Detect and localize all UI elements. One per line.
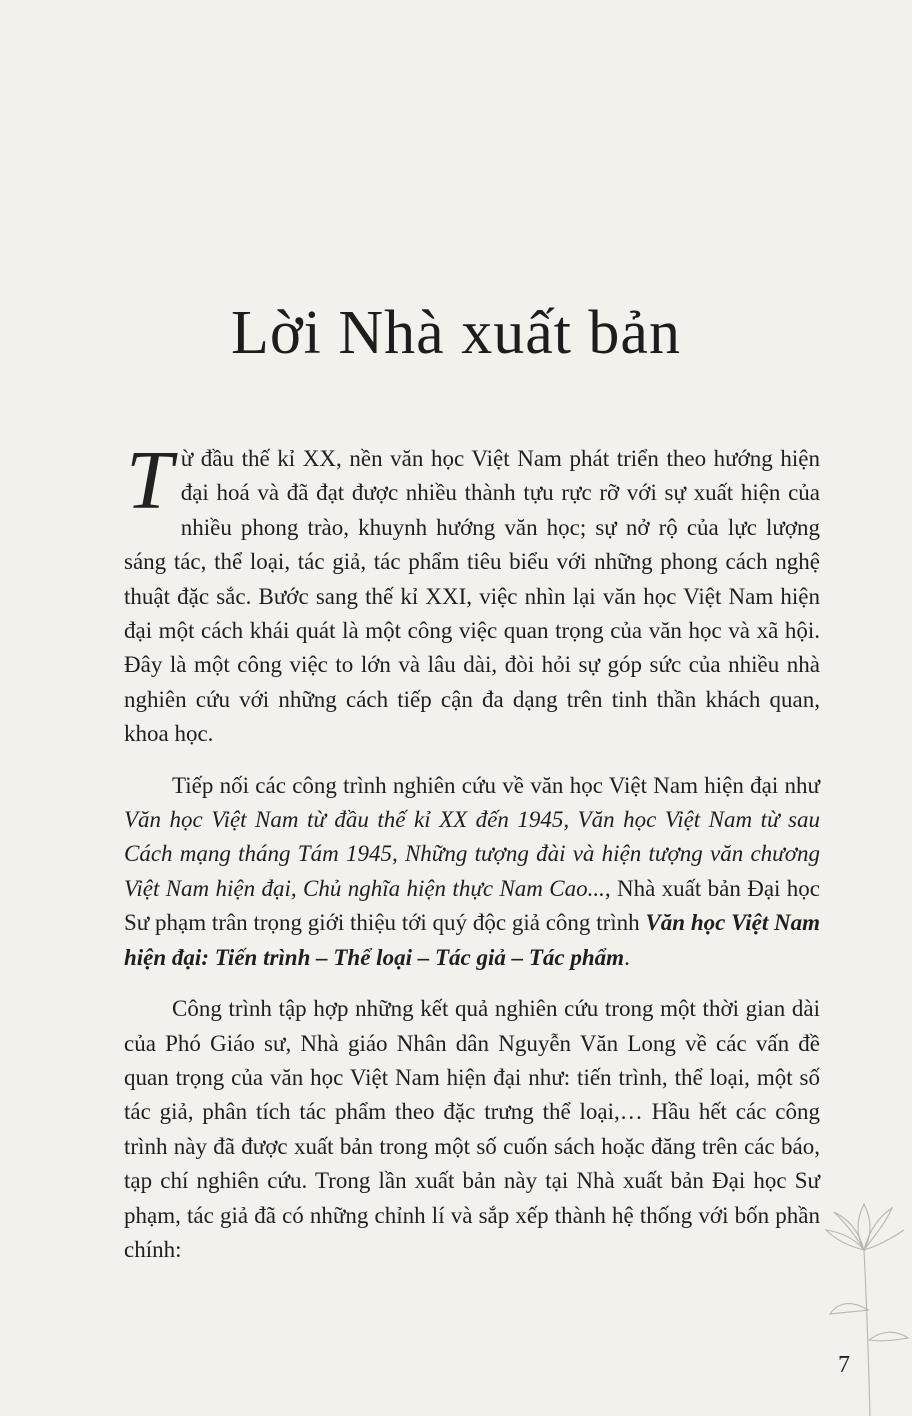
paragraph-2-end: . <box>624 944 630 970</box>
cited-titles: Văn học Việt Nam từ đầu thế kỉ XX đến 1945, Văn học Việt Nam từ sau Cách mạng tháng Tám 1945, Những tượng đài và hiện tượng văn chương Việt Nam hiện đại, Chủ nghĩa hiện thực Nam Cao... <box>124 807 820 901</box>
paragraph-2-middle: , Nhà xuất bản Đại học Sư phạm trân trọng giới thiệu tới quý độc giả công trình <box>124 875 820 936</box>
paragraph-continuation <box>124 769 820 975</box>
paragraph-2-lead: Tiếp nối các công trình nghiên cứu về văn học Việt Nam hiện đại như <box>172 772 820 798</box>
body-text <box>124 434 820 1284</box>
paragraph-3-text: Công trình tập hợp những kết quả nghiên cứu trong một thời gian dài của Phó Giáo sư, Nhà giáo Nhân dân Nguyễn Văn Long về các vấn đề quan trọng của văn học Việt Nam hiện đại như: tiến trình, thể loại, một số tác giả, phân tích tác phẩm theo đặc trưng thể loại,… Hầu hết các công trình này đã được xuất bản trong một số cuốn sách hoặc đăng trên các báo, tạp chí nghiên cứu. Trong lần xuất bản này tại Nhà xuất bản Đại học Sư phạm, tác giả đã có những chỉnh lí và sắp xếp thành hệ thống với bốn phần chính: <box>124 996 820 1262</box>
work-title: Văn học Việt Nam hiện đại: Tiến trình – Thể loại – Tác giả – Tác phẩm <box>124 910 820 970</box>
paragraph-collection <box>124 992 820 1267</box>
lotus-flower-icon <box>812 1190 912 1416</box>
page-title: Lời Nhà xuất bản <box>231 299 681 367</box>
page-number: 7 <box>838 1352 850 1378</box>
drop-cap: T <box>126 434 173 527</box>
paragraph-intro-text: ừ đầu thế kỉ XX, nền văn học Việt Nam phát triển theo hướng hiện đại hoá và đã đạt được nhiều thành tựu rực rỡ với sự xuất hiện của nhiều phong trào, khuynh hướng văn học; sự nở rộ của lực lượng sáng tác, thể loại, tác giả, tác phẩm tiêu biểu với những phong cách nghệ thuật đặc sắc. Bước sang thế kỉ XXI, việc nhìn lại văn học Việt Nam hiện đại một cách khái quát là một công việc quan trọng của văn học và xã hội. Đây là một công việc to lớn và lâu dài, đòi hỏi sự góp sức của nhiều nhà nghiên cứu với những cách tiếp cận đa dạng trên tinh thần khách quan, khoa học. <box>124 446 820 747</box>
paragraph-intro <box>124 434 820 752</box>
